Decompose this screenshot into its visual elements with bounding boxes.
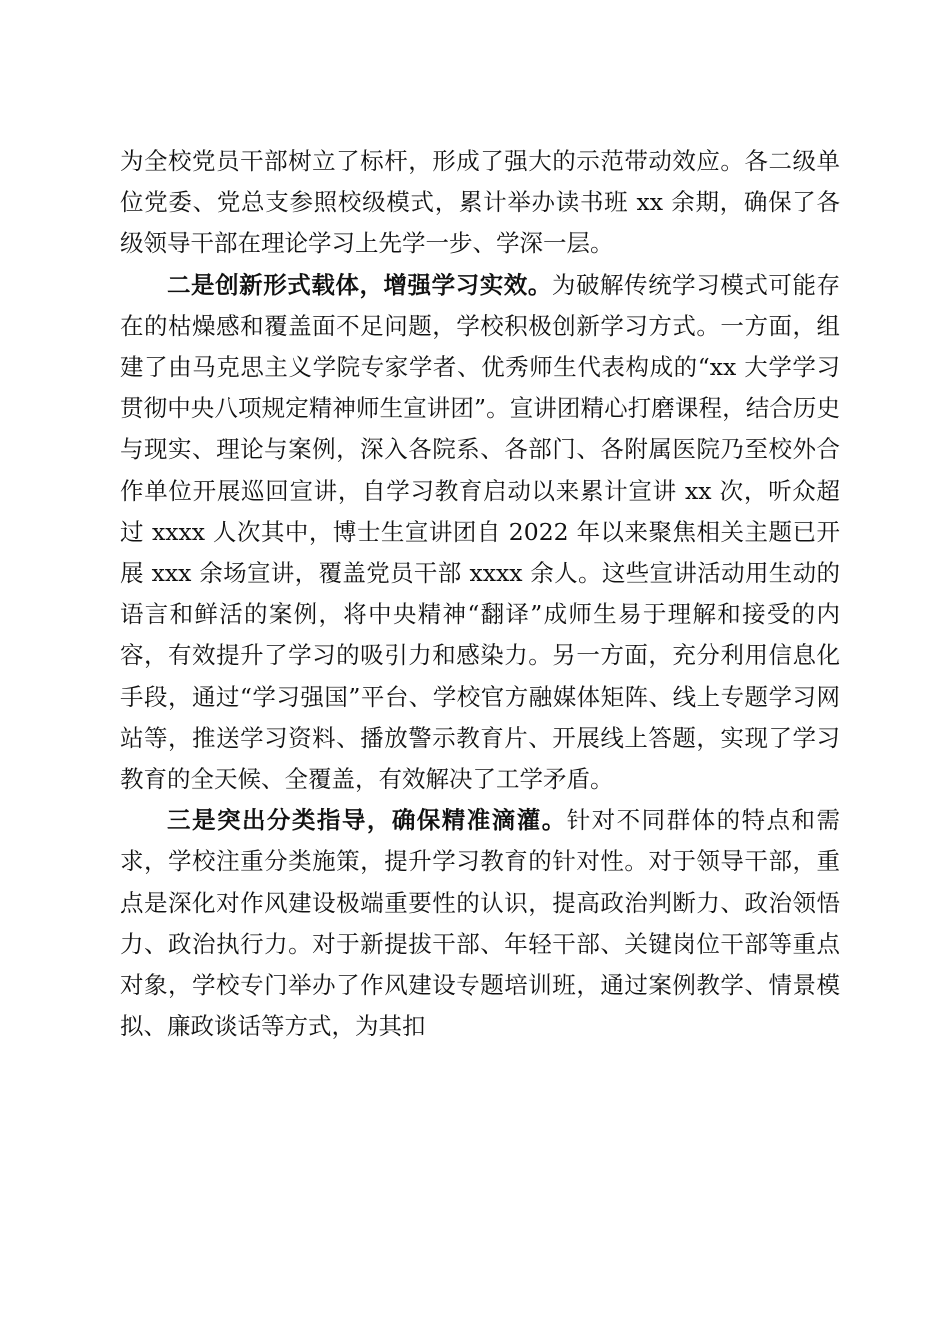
paragraph-continuation: [120, 141, 840, 265]
paragraph-text: 针对不同群体的特点和需求，学校注重分类施策，提升学习教育的针对性。对于领导干部，重点是深化对作风建设极端重要性的认识，提高政治判断力、政治领悟力、政治执行力。对于新提拔干部、年轻干部、关键岗位干部等重点对象，学校专门举办了作风建设专题培训班，通过案例教学、情景模拟、廉政谈话等方式，为其扣: [120, 806, 841, 1041]
paragraph-lead-heading: 三是突出分类指导，确保精准滴灌。: [167, 806, 567, 835]
paragraph-lead-heading: 二是创新形式载体，增强学习实效。: [167, 270, 552, 299]
paragraph-classification: [120, 800, 840, 1047]
paragraph-text: 为破解传统学习模式可能存在的枯燥感和覆盖面不足问题，学校积极创新学习方式。一方面，组建了由马克思主义学院专家学者、优秀师生代表构成的“xx 大学学习贯彻中央八项规定精神师生宣讲团”。宣讲团精心打磨课程，结合历史与现实、理论与案例，深入各院系、各部门、各附属医院乃至校外合作单位开展巡回宣讲，自学习教育启动以来累计宣讲 xx 次，听众超过 xxxx 人次其中，博士生宣讲团自 2022 年以来聚焦相关主题已开展 xxx 余场宣讲，覆盖党员干部 xxxx 余人。这些宣讲活动用生动的语言和鲜活的案例，将中央精神“翻译”成师生易于理解和接受的内容，有效提升了学习的吸引力和感染力。另一方面，充分利用信息化手段，通过“学习强国”平台、学校官方融媒体矩阵、线上专题学习网站等，推送学习资料、播放警示教育片、开展线上答题，实现了学习教育的全天候、全覆盖，有效解决了工学矛盾。: [120, 270, 841, 794]
document-body: [120, 141, 840, 1047]
paragraph-innovation: [120, 265, 840, 801]
paragraph-text: 为全校党员干部树立了标杆，形成了强大的示范带动效应。各二级单位党委、党总支参照校级模式，累计举办读书班 xx 余期，确保了各级领导干部在理论学习上先学一步、学深一层。: [120, 147, 840, 258]
